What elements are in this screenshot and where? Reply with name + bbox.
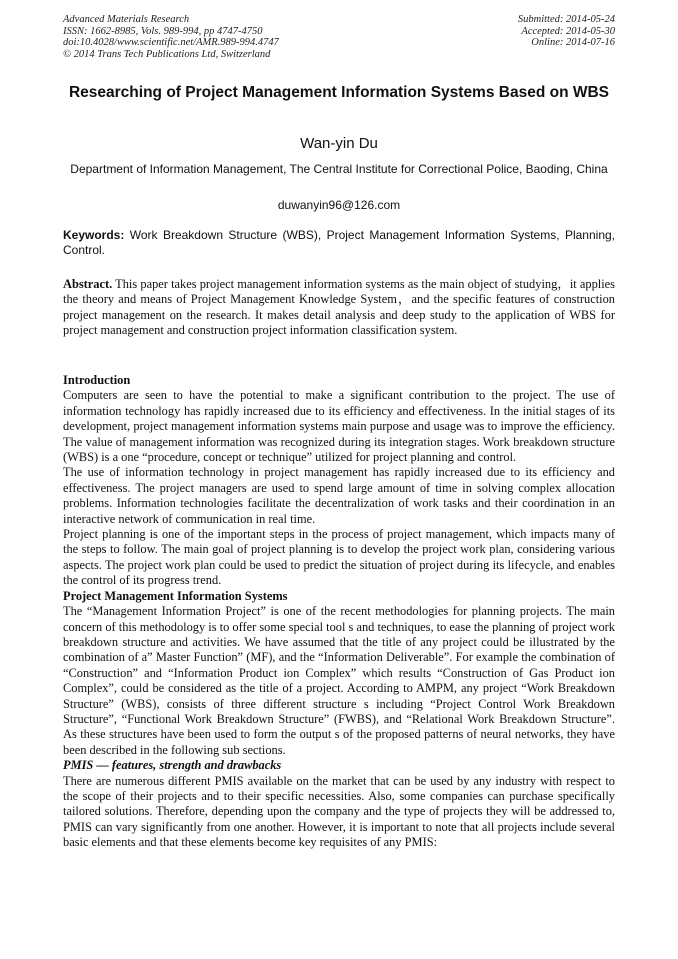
abstract-paragraph [63, 277, 615, 339]
journal-info [63, 14, 279, 60]
journal-name: Advanced Materials Research [63, 14, 190, 25]
abstract-label: Abstract. [63, 277, 113, 291]
accepted-date: Accepted: 2014-05-30 [521, 25, 615, 37]
abstract-text: This paper takes project management information systems as the main object of studying，it applies the theory and means of Project Management Knowledge System，and the specific features of construction project management on the research. It makes detail analysis and deep study to the application of WBS for project management and construction project information classification system. [63, 277, 615, 338]
submitted-date: Submitted: 2014-05-24 [517, 14, 615, 25]
author-affiliation: Department of Information Management, The Central Institute for Correctional Police, Baoding, China [70, 162, 608, 176]
intro-paragraph-1: Computers are seen to have the potential to make a significant contribution to the project. The use of information technology has rapidly increased due to its efficiency and effectiveness. In the initial stages of its development, project management information systems main purpose and usage was to improve the efficiency. The value of management information was recognized during its integration stages. Work breakdown structure (WBS) is a one “procedure, concept or technique” utilized for project planning and control. [63, 388, 615, 465]
author-name: Wan-yin Du [300, 135, 378, 152]
keywords [63, 228, 615, 258]
doi-line: doi:10.4028/www.scientific.net/AMR.989-994.4747 [63, 37, 279, 49]
features-paragraph-1: There are numerous different PMIS available on the market that can be used by any industry with respect to the scope of their projects and to their specific necessities. Also, some companies can purchase specifically tailored solutions. Therefore, depending upon the company and the type of projects they will be addressed to, PMIS can vary significantly from one another. However, it is important to note that all projects include several basic elements and that these elements become key requisites of any PMIS: [63, 773, 615, 850]
keywords-label: Keywords: [63, 228, 125, 242]
main-body [63, 373, 615, 851]
copyright-line: © 2014 Trans Tech Publications Ltd, Switzerland [63, 48, 271, 60]
pmis-paragraph-1: The “Management Information Project” is one of the recent methodologies for planning projects. The main concern of this methodology is to offer some special tool s and techniques, to ease the planning of project work breakdown structure and activities. We have assumed that the title of any project could be illustrated by the combination of a” Master Function” (MF), and the “Information Deliverable”. For example the combination of “Construction” and “Information Product ion Complex” which results “Construction of Gas Product ion Complex”, could be considered as the title of a project. According to AMPM, any project “Work Breakdown Structure” (WBS), consists of three different structure s including “Project Control Work Breakdown Structure”, “Functional Work Breakdown Structure” (FWBS), and “Relational Work Breakdown Structure”. As these structures have been used to form the output s of the proposed patterns of neural networks, they have been described in the following sub sections. [63, 604, 615, 757]
section-heading-pmis: Project Management Information Systems [63, 588, 288, 603]
keywords-text: Work Breakdown Structure (WBS), Project Management Information Systems, Planning, Control. [63, 228, 615, 257]
section-heading-introduction: Introduction [63, 373, 131, 387]
abstract-block [63, 277, 615, 339]
submission-dates [518, 14, 615, 49]
intro-paragraph-3: Project planning is one of the important steps in the process of project management, which impacts many of the steps to follow. The main goal of project planning is to develop the project work plan, considering various aspects. The project work plan could be used to predict the situation of project during its lifecycle, and enables the control of its progress trend. [63, 527, 615, 588]
author-email[interactable]: duwanyin96@126.com [277, 198, 401, 212]
subsection-heading-features: PMIS — features, strength and drawbacks [63, 758, 282, 773]
intro-paragraph-2: The use of information technology in project management has rapidly increased due to its efficiency and effectiveness. The project managers are used to spend large amount of time in solving complex allocation problems. Information technologies facilitate the decentralization of work tasks and their coordination in an interactive network of communication in real time. [63, 465, 615, 526]
online-date: Online: 2014-07-16 [531, 37, 615, 49]
paper-title: Researching of Project Management Information Systems Based on WBS [68, 84, 610, 101]
issn-line: ISSN: 1662-8985, Vols. 989-994, pp 4747-4750 [63, 25, 263, 37]
